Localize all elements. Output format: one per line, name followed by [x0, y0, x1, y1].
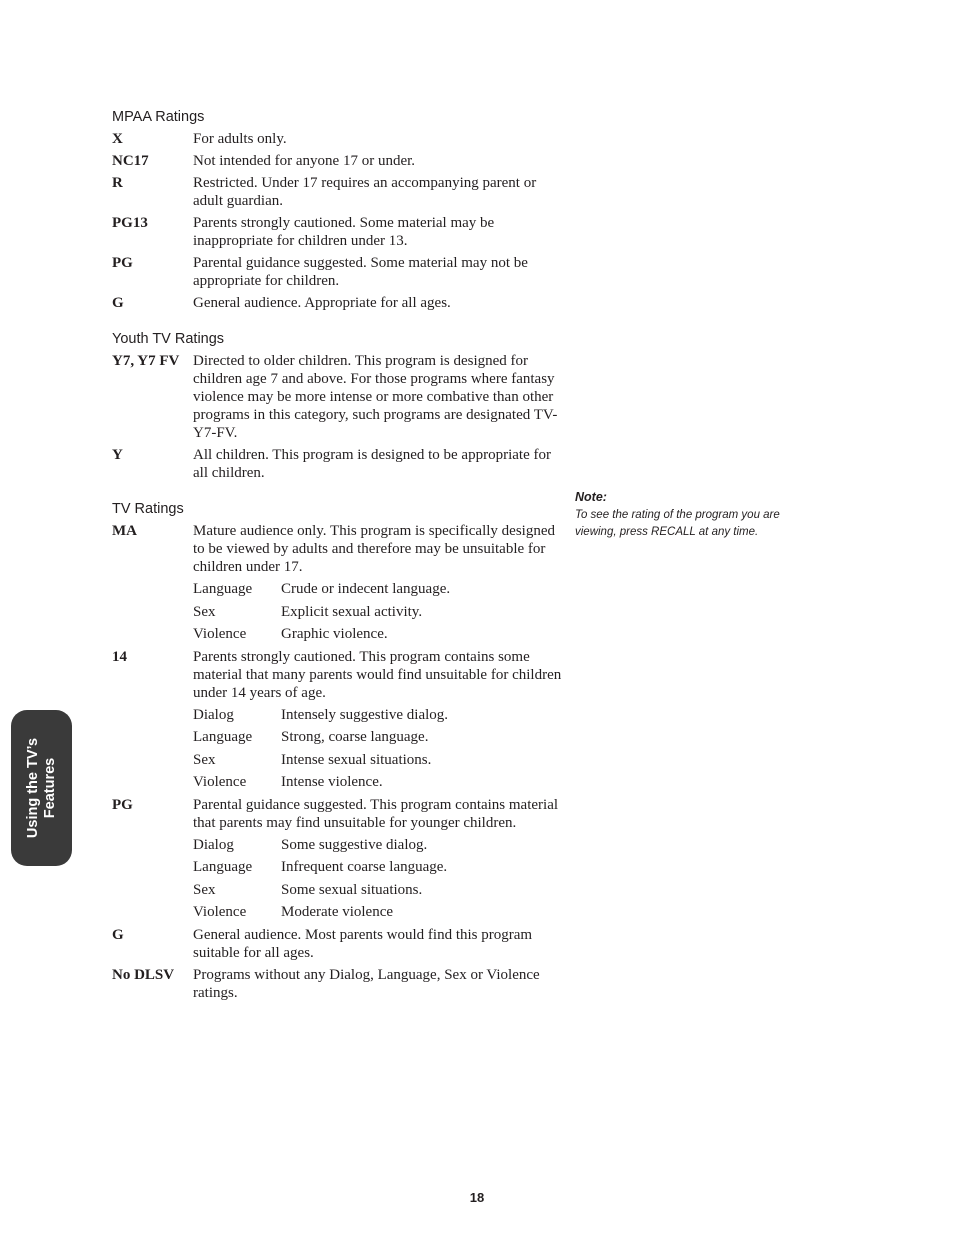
rating-description: Parental guidance suggested. This program contains material that parents may find unsuitable for younger children.	[193, 796, 559, 831]
descriptor-name: Language	[193, 581, 253, 597]
rating-description: Not intended for anyone 17 or under.	[193, 153, 416, 169]
descriptor-text: Intense violence.	[281, 774, 383, 790]
content-descriptor-list	[193, 580, 562, 643]
rating-description: Parental guidance suggested. Some material may not be appropriate for children.	[193, 255, 528, 289]
rating-entry	[112, 522, 562, 576]
rating-code: MA	[112, 523, 137, 539]
mpaa-ratings-list	[112, 130, 562, 312]
rating-entry	[112, 648, 562, 702]
rating-code: PG	[112, 255, 133, 271]
content-descriptor	[193, 603, 562, 621]
rating-description: General audience. Appropriate for all ages.	[193, 295, 451, 311]
rating-code: R	[112, 175, 123, 191]
descriptor-text: Intense sexual situations.	[281, 751, 432, 768]
rating-description: Mature audience only. This program is specifically designed to be viewed by adults and therefore may be unsuitable for children under 17.	[193, 523, 555, 575]
note-box	[575, 490, 805, 541]
content-descriptor	[193, 706, 562, 724]
descriptor-text: Strong, coarse language.	[281, 729, 429, 745]
rating-code: PG13	[112, 215, 148, 231]
rating-description: Restricted. Under 17 requires an accompanying parent or adult guardian.	[193, 175, 537, 209]
descriptor-name: Violence	[193, 774, 247, 790]
rating-code: No DLSV	[112, 966, 175, 983]
rating-code: 14	[112, 648, 127, 665]
rating-code: Y	[112, 447, 123, 463]
side-tab-line-2: Features	[41, 757, 58, 819]
side-tab-line-1: Using the TV’s	[24, 737, 41, 839]
content-descriptor	[193, 903, 562, 921]
content-descriptor	[193, 751, 562, 769]
youth-tv-ratings-list	[112, 352, 562, 482]
section-side-tab	[11, 710, 72, 866]
content-descriptor	[193, 858, 562, 876]
rating-description: General audience. Most parents would find this program suitable for all ages.	[193, 926, 533, 961]
page-number: 18	[469, 1190, 485, 1205]
content-descriptor	[193, 580, 562, 598]
descriptor-name: Language	[193, 859, 253, 875]
rating-entry	[112, 446, 562, 482]
descriptor-text: Intensely suggestive dialog.	[281, 706, 449, 723]
rating-entry	[112, 796, 562, 832]
rating-entry	[112, 152, 562, 170]
descriptor-text: Graphic violence.	[281, 626, 388, 642]
descriptor-name: Violence	[193, 904, 247, 920]
rating-description: Directed to older children. This program is designed for children age 7 and above. For those programs where fantasy violence may be more intense or more combative than other programs in this category, such programs are designated TV-Y7-FV.	[193, 353, 558, 441]
rating-entry	[112, 294, 562, 312]
rating-code: G	[112, 926, 124, 943]
youth-tv-ratings-heading: Youth TV Ratings	[112, 331, 225, 347]
descriptor-name: Dialog	[193, 836, 234, 853]
rating-entry	[112, 214, 562, 250]
descriptor-text: Some suggestive dialog.	[281, 836, 428, 853]
descriptor-text: Infrequent coarse language.	[281, 859, 448, 875]
rating-entry	[112, 966, 562, 1002]
descriptor-name: Language	[193, 729, 253, 745]
rating-entry	[112, 174, 562, 210]
rating-code: X	[112, 131, 123, 147]
rating-description: For adults only.	[193, 131, 287, 147]
rating-entry	[112, 130, 562, 148]
rating-code: G	[112, 295, 124, 311]
note-title: Note:	[575, 490, 607, 504]
rating-description: Parents strongly cautioned. This program contains some material that many parents would find unsuitable for children under 14 years of age.	[193, 648, 562, 701]
descriptor-text: Moderate violence	[281, 904, 394, 920]
descriptor-name: Sex	[193, 603, 216, 620]
descriptor-text: Explicit sexual activity.	[281, 603, 423, 620]
descriptor-name: Sex	[193, 881, 216, 898]
descriptor-name: Violence	[193, 626, 247, 642]
rating-entry	[112, 926, 562, 962]
ratings-content	[112, 108, 562, 1006]
rating-entry	[112, 352, 562, 442]
rating-code: PG	[112, 796, 133, 813]
content-descriptor-list	[193, 706, 562, 792]
mpaa-ratings-heading: MPAA Ratings	[112, 109, 205, 125]
rating-description: Programs without any Dialog, Language, Sex or Violence ratings.	[193, 966, 540, 1001]
rating-code: Y7, Y7 FV	[112, 353, 180, 369]
note-text: To see the rating of the program you are viewing, press RECALL at any time.	[575, 509, 780, 538]
tv-ratings-list	[112, 522, 562, 1002]
content-descriptor	[193, 773, 562, 791]
content-descriptor	[193, 728, 562, 746]
rating-description: Parents strongly cautioned. Some material may be inappropriate for children under 13.	[193, 215, 495, 249]
descriptor-name: Sex	[193, 751, 216, 768]
content-descriptor	[193, 881, 562, 899]
content-descriptor	[193, 625, 562, 643]
side-tab-label	[25, 738, 59, 838]
content-descriptor-list	[193, 836, 562, 922]
tv-ratings-heading: TV Ratings	[112, 501, 184, 517]
rating-code: NC17	[112, 153, 149, 169]
rating-entry	[112, 254, 562, 290]
rating-description: All children. This program is designed to be appropriate for all children.	[193, 447, 551, 481]
descriptor-name: Dialog	[193, 706, 234, 723]
content-descriptor	[193, 836, 562, 854]
descriptor-text: Some sexual situations.	[281, 881, 423, 898]
descriptor-text: Crude or indecent language.	[281, 581, 451, 597]
